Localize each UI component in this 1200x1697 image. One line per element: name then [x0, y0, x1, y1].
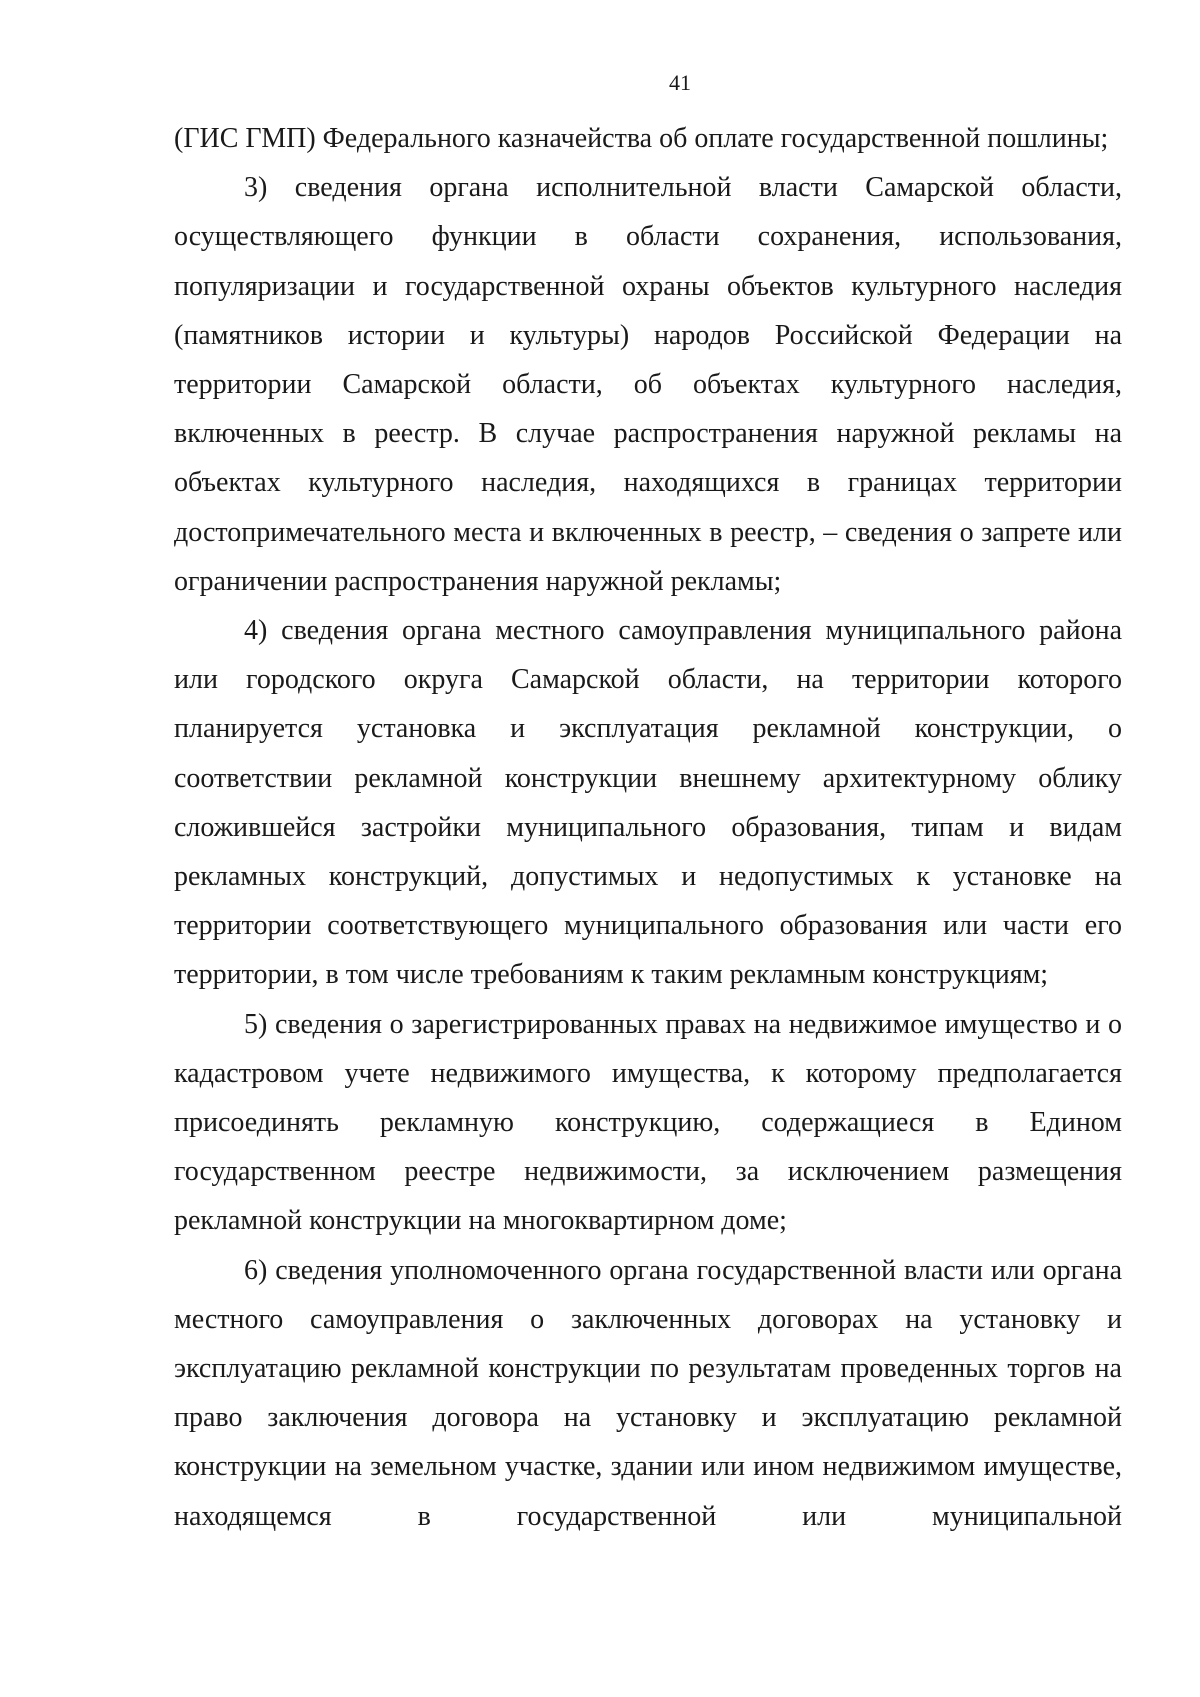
paragraph-item-4: 4) сведения органа местного самоуправления муниципального района или городского округа Самарской области, на территории которого планируется установка и эксплуатация рекламной конструкции, о соответствии рекламной конструкции внешнему архитектурному облику сложившейся застройки муниципального образования, типам и видам рекламных конструкций, допустимых и недопустимых к установке на территории соответствующего муниципального образования или части его территории, в том числе требованиям к таким рекламным конструкциям; — [174, 615, 1122, 991]
paragraph-item-6: 6) сведения уполномоченного органа государственной власти или органа местного самоуправления о заключенных договорах на установку и эксплуатацию рекламной конструкции по результатам проведенных торгов на право заключения договора на установку и эксплуатацию рекламной конструкции на земельном участке, здании или ином недвижимом имуществе, находящемся в государственной или муниципальной — [174, 1254, 1122, 1532]
page-number: 41 — [669, 70, 691, 95]
document-body — [174, 114, 1122, 1541]
paragraph-item-5: 5) сведения о зарегистрированных правах на недвижимое имущество и о кадастровом учете недвижимого имущества, к которому предполагается присоединять рекламную конструкцию, содержащиеся в Едином государственном реестре недвижимости, за исключением размещения рекламной конструкции на многоквартирном доме; — [174, 1008, 1122, 1237]
paragraph-item-3: 3) сведения органа исполнительной власти Самарской области, осуществляющего функции в области сохранения, использования, популяризации и государственной охраны объектов культурного наследия (памятников истории и культуры) народов Российской Федерации на территории Самарской области, об объектах культурного наследия, включенных в реестр. В случае распространения наружной рекламы на объектах культурного наследия, находящихся в границах территории достопримечательного места и включенных в реестр, – сведения о запрете или ограничении распространения наружной рекламы; — [174, 172, 1122, 597]
paragraph-gis-gmp: (ГИС ГМП) Федерального казначейства об оплате государственной пошлины; — [174, 123, 1109, 154]
